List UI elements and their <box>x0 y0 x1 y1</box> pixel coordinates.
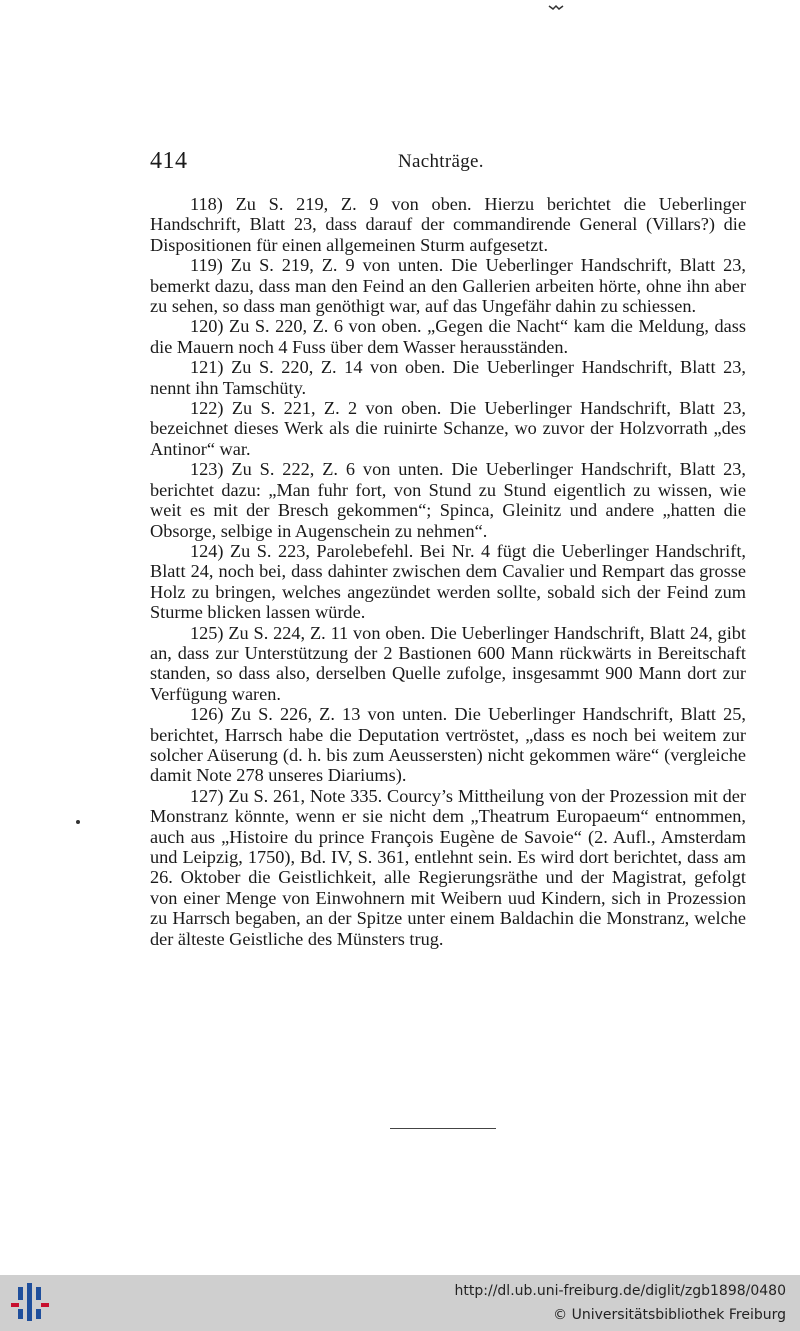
note-120: 120) Zu S. 220, Z. 6 von oben. „Gegen die Nacht“ kam die Meldung, dass die Mauern noch 4 Fuss über dem Wasser herausständen. <box>150 316 746 357</box>
scan-artifact-mark <box>548 4 564 12</box>
page-header <box>150 148 746 178</box>
note-122: 122) Zu S. 221, Z. 2 von oben. Die Ueberlinger Handschrift, Blatt 23, bezeichnet dieses Werk als die ruinirte Schanze, wo zuvor der Holzvorrath „des Antinor“ war. <box>150 398 746 459</box>
footer-bar <box>0 1275 800 1331</box>
page-number: 414 <box>150 148 188 174</box>
margin-dot <box>76 820 80 824</box>
note-126: 126) Zu S. 226, Z. 13 von unten. Die Ueberlinger Handschrift, Blatt 25, berichtet, Harrsch habe die Deputation vertröstet, „dass es noch bei weitem zur solcher Aüserung (d. h. bis zum Aeussersten) nicht gekommen wäre“ (vergleiche damit Note 278 unseres Diariums). <box>150 704 746 786</box>
copyright-credit: © Universitätsbibliothek Freiburg <box>553 1307 786 1323</box>
note-127: 127) Zu S. 261, Note 335. Courcy’s Mittheilung von der Prozession mit der Monstranz könnte, wenn er sie nicht dem „Theatrum Europaeum“ entnommen, auch aus „Histoire du prince François Eugène de Savoie“ (2. Aufl., Amsterdam und Leipzig, 1750), Bd. IV, S. 361, entlehnt sein. Es wird dort berichtet, dass am 26. Oktober die Geistlichkeit, alle Regierungsräthe und der Magistrat, gefolgt von einer Menge von Einwohnern mit Weibern uud Kindern, sich in Prozession zu Harrsch begaben, an der Spitze unter einem Baldachin die Monstranz, welche der älteste Geistliche des Münsters trug. <box>150 785 746 949</box>
note-123: 123) Zu S. 222, Z. 6 von unten. Die Ueberlinger Handschrift, Blatt 23, berichtet dazu: „Man fuhr fort, von Stund zu Stund eigentlich zu wissen, wie weit es mit der Bresch gekommen“; Spinca, Gleinitz und andere „hatten die Obsorge, selbige in Augenschein zu nehmen“. <box>150 459 746 541</box>
note-119: 119) Zu S. 219, Z. 9 von unten. Die Ueberlinger Handschrift, Blatt 23, bemerkt dazu, dass man den Feind an den Gallerien arbeiten hörte, ohne ihn aber zu sehen, so dass man genöthigt war, auf das Ungefähr dahin zu schiessen. <box>150 255 746 317</box>
note-121: 121) Zu S. 220, Z. 14 von oben. Die Ueberlinger Handschrift, Blatt 23, nennt ihn Tamschüty. <box>150 357 746 398</box>
running-title: Nachträge. <box>398 151 484 172</box>
note-124: 124) Zu S. 223, Parolebefehl. Bei Nr. 4 fügt die Ueberlinger Handschrift, Blatt 24, noch bei, dass dahinter zwischen dem Cavalier und Rempart das grosse Holz zu bringen, welches angezündet werden sollte, sobald sich der Feind zum Sturme blicken lassen würde. <box>150 540 746 623</box>
note-118: 118) Zu S. 219, Z. 9 von oben. Hierzu berichtet die Ueberlinger Handschrift, Blatt 23, dass darauf der commandirende General (Villars?) die Dispositionen für einen allgemeinen Sturm aufgesetzt. <box>150 194 746 255</box>
note-125: 125) Zu S. 224, Z. 11 von oben. Die Ueberlinger Handschrift, Blatt 24, gibt an, dass zur Unterstützung der 2 Bastionen 600 Mann rückwärts in Bereitschaft standen, so dass also, derselben Quelle zufolge, insgesammt 900 Mann dort zur Verfügung waren. <box>150 622 746 704</box>
notes-body <box>150 194 746 949</box>
end-rule <box>390 1128 496 1129</box>
source-url-link[interactable]: http://dl.ub.uni-freiburg.de/diglit/zgb1898/0480 <box>454 1283 786 1299</box>
ub-freiburg-logo-icon <box>10 1283 50 1323</box>
